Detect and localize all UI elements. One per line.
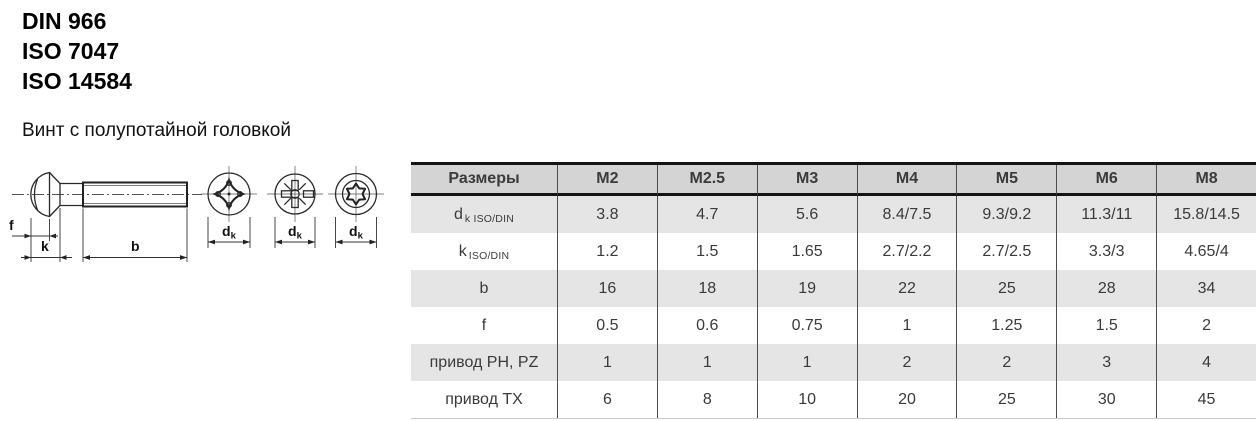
standards-block xyxy=(22,6,132,96)
row-label: k ISO/DIN xyxy=(411,233,557,270)
table-cell: 25 xyxy=(956,270,1056,307)
technical-drawing xyxy=(0,158,410,323)
table-cell: 9.3/9.2 xyxy=(956,196,1056,233)
table-cell: 1 xyxy=(757,344,857,381)
table-cell: 1 xyxy=(857,307,957,344)
table-cell: 0.5 xyxy=(557,307,657,344)
table-cell: 2 xyxy=(956,344,1056,381)
row-label: привод TX xyxy=(411,381,557,418)
table-cell: 2.7/2.2 xyxy=(857,233,957,270)
table-cell: 22 xyxy=(857,270,957,307)
col-header-sizes: Размеры xyxy=(411,165,557,196)
table-cell: 6 xyxy=(557,381,657,418)
dim-label-k: k xyxy=(41,238,49,254)
table-cell: 15.8/14.5 xyxy=(1156,196,1256,233)
table-cell: 8.4/7.5 xyxy=(857,196,957,233)
table-cell: 1 xyxy=(657,344,757,381)
table-cell: 4.65/4 xyxy=(1156,233,1256,270)
table-cell: 1 xyxy=(557,344,657,381)
row-label: привод PH, PZ xyxy=(411,344,557,381)
table-cell: 1.5 xyxy=(657,233,757,270)
torx-head-view xyxy=(328,166,384,248)
standard-iso-7047: ISO 7047 xyxy=(22,38,120,64)
col-header-M3: M3 xyxy=(757,165,857,196)
table-cell: 30 xyxy=(1056,381,1156,418)
table-cell: 20 xyxy=(857,381,957,418)
standard-din-966: DIN 966 xyxy=(22,8,107,34)
row-label: d k ISO/DIN xyxy=(411,196,557,233)
col-header-M8: M8 xyxy=(1156,165,1256,196)
dim-label-f: f xyxy=(9,217,14,233)
col-header-M6: M6 xyxy=(1056,165,1156,196)
table-cell: 10 xyxy=(757,381,857,418)
dim-label-b: b xyxy=(131,238,140,254)
table-cell: 1.25 xyxy=(956,307,1056,344)
table-cell: 16 xyxy=(557,270,657,307)
col-header-M5: M5 xyxy=(956,165,1056,196)
table-cell: 3.8 xyxy=(557,196,657,233)
table-cell: 3 xyxy=(1056,344,1156,381)
table-cell: 19 xyxy=(757,270,857,307)
table-cell: 28 xyxy=(1056,270,1156,307)
table-cell: 4 xyxy=(1156,344,1256,381)
pozidriv-head-view xyxy=(267,166,323,248)
table-cell: 0.6 xyxy=(657,307,757,344)
col-header-M2: M2 xyxy=(557,165,657,196)
table-cell: 2 xyxy=(857,344,957,381)
spec-table xyxy=(411,162,1256,419)
table-cell: 2 xyxy=(1156,307,1256,344)
col-header-M4: M4 xyxy=(857,165,957,196)
table-cell: 3.3/3 xyxy=(1056,233,1156,270)
screw-side-view xyxy=(9,173,202,263)
table-cell: 5.6 xyxy=(757,196,857,233)
dim-label-dk: dk xyxy=(349,223,363,242)
table-cell: 11.3/11 xyxy=(1056,196,1156,233)
table-cell: 34 xyxy=(1156,270,1256,307)
table-cell: 1.2 xyxy=(557,233,657,270)
table-cell: 45 xyxy=(1156,381,1256,418)
table-cell: 0.75 xyxy=(757,307,857,344)
table-cell: 1.5 xyxy=(1056,307,1156,344)
standard-iso-14584: ISO 14584 xyxy=(22,68,132,94)
row-label: f xyxy=(411,307,557,344)
table-cell: 25 xyxy=(956,381,1056,418)
table-cell: 1.65 xyxy=(757,233,857,270)
col-header-M2.5: M2.5 xyxy=(657,165,757,196)
table-cell: 4.7 xyxy=(657,196,757,233)
row-label: b xyxy=(411,270,557,307)
table-cell: 18 xyxy=(657,270,757,307)
product-title: Винт с полупотайной головкой xyxy=(22,120,291,141)
dim-label-dk: dk xyxy=(288,223,302,242)
table-cell: 2.7/2.5 xyxy=(956,233,1056,270)
dim-label-dk: dk xyxy=(222,223,236,242)
phillips-head-view xyxy=(201,166,257,248)
table-cell: 8 xyxy=(657,381,757,418)
